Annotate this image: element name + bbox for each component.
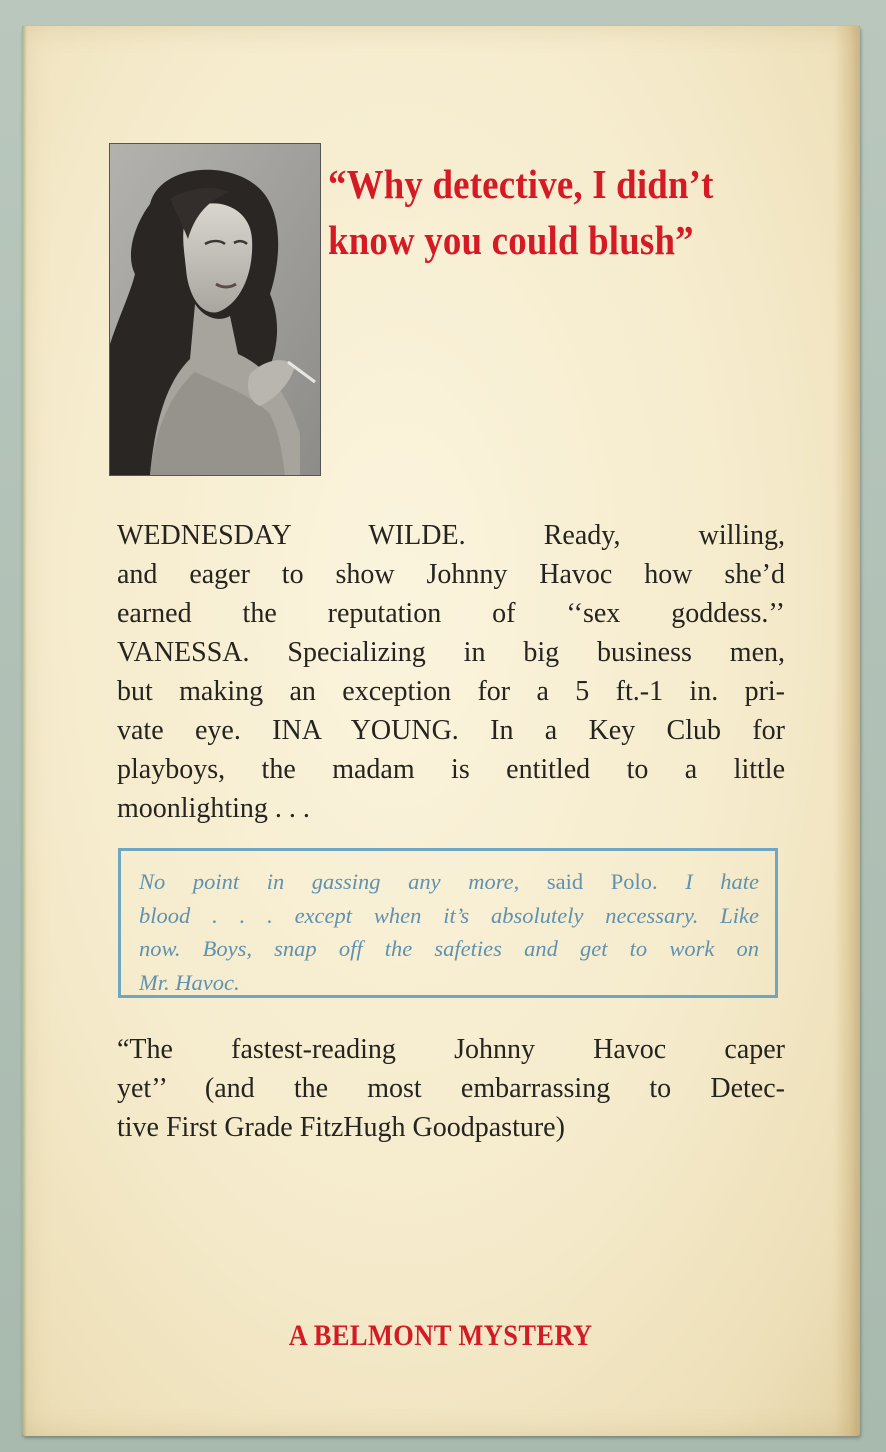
blurb-line: playboys, the madam is entitled to a little <box>117 754 785 785</box>
review-quote <box>117 1030 785 1147</box>
excerpt-box <box>118 848 778 998</box>
tagline-line-1: “Why detective, I didn’t <box>328 161 714 207</box>
excerpt-dialogue: I hate <box>685 869 760 894</box>
blurb-line: earned the reputation of ‘‘sex goddess.’’ <box>117 598 785 629</box>
cover-tagline <box>328 156 751 268</box>
woman-portrait-photo <box>110 144 320 475</box>
publisher-imprint <box>22 1319 860 1353</box>
excerpt-text <box>139 865 759 999</box>
review-line: yet’’ (and the most embarrassing to Detec- <box>117 1073 785 1104</box>
blurb-line: vate eye. INA YOUNG. In a Key Club for <box>117 715 785 746</box>
blurb-line: and eager to show Johnny Havoc how she’d <box>117 559 785 590</box>
excerpt-line <box>139 865 759 899</box>
blurb-line: WEDNESDAY WILDE. Ready, willing, <box>117 520 785 551</box>
excerpt-line: blood . . . except when it’s absolutely necessary. Like <box>139 902 759 928</box>
imprint-text: A BELMONT MYSTERY <box>289 1319 593 1352</box>
excerpt-line: Mr. Havoc. <box>139 969 240 995</box>
portrait-illustration <box>110 144 320 475</box>
excerpt-attribution: said Polo. <box>519 869 686 894</box>
blurb-line: moonlighting . . . <box>117 793 310 824</box>
review-line: “The fastest-reading Johnny Havoc caper <box>117 1034 785 1065</box>
book-back-cover <box>22 26 860 1436</box>
excerpt-dialogue: No point in gassing any more, <box>139 869 520 894</box>
blurb-line: VANESSA. Specializing in big business men, <box>117 637 785 668</box>
excerpt-line: now. Boys, snap off the safeties and get to work on <box>139 936 759 961</box>
review-line: tive First Grade FitzHugh Goodpasture) <box>117 1112 565 1143</box>
blurb-line: but making an exception for a 5 ft.-1 in. pri- <box>117 676 785 707</box>
character-blurb <box>117 516 785 828</box>
edge-wear <box>834 26 860 1436</box>
tagline-line-2: know you could blush” <box>328 217 694 263</box>
